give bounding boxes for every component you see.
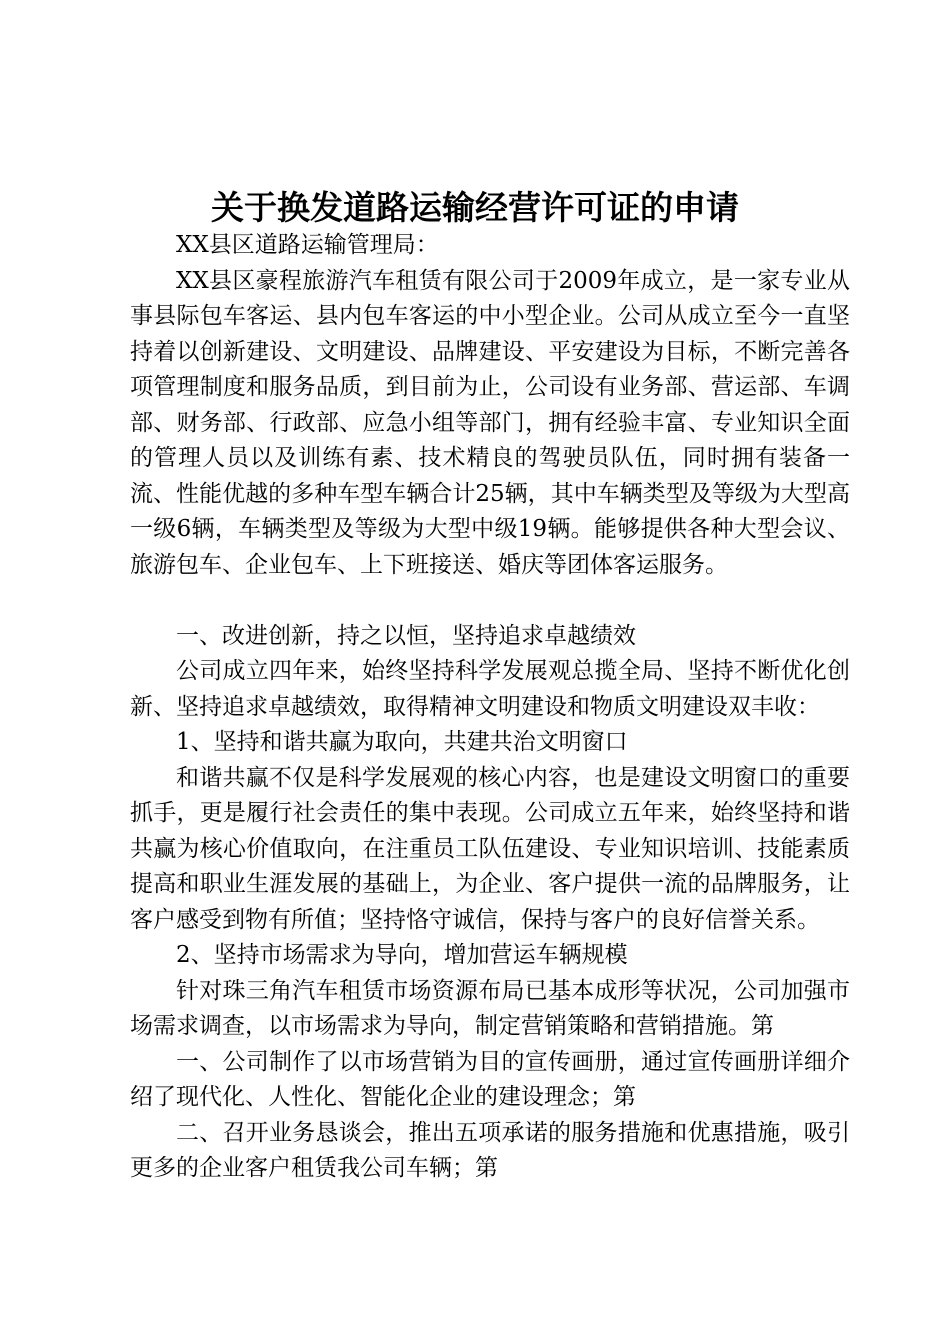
- item-paragraph-2: 针对珠三角汽车租赁市场资源布局已基本成形等状况，公司加强市场需求调查，以市场需求为导向，制定营销策略和营销措施。第: [130, 977, 850, 1039]
- salutation: XX县区道路运输管理局：: [176, 232, 439, 258]
- section-paragraph-1: 公司成立四年来，始终坚持科学发展观总揽全局、坚持不断优化创新、坚持追求卓越绩效，取得精神文明建设和物质文明建设双丰收：: [130, 658, 850, 720]
- section-heading-1: 一、改进创新，持之以恒，坚持追求卓越绩效: [176, 622, 636, 649]
- document-title: 关于换发道路运输经营许可证的申请: [211, 188, 739, 227]
- item-point-2: 二、召开业务恳谈会，推出五项承诺的服务措施和优惠措施，吸引更多的企业客户租赁我公司车辆；第: [130, 1119, 850, 1181]
- intro-paragraph: XX县区豪程旅游汽车租赁有限公司于2009年成立，是一家专业从事县际包车客运、县内包车客运的中小型企业。公司从成立至今一直坚持着以创新建设、文明建设、品牌建设、平安建设为目标，不断完善各项管理制度和服务品质，到目前为止，公司设有业务部、营运部、车调部、财务部、行政部、应急小组等部门，拥有经验丰富、专业知识全面的管理人员以及训练有素、技术精良的驾驶员队伍，同时拥有装备一流、性能优越的多种车型车辆合计25辆，其中车辆类型及等级为大型高一级6辆，车辆类型及等级为大型中级19辆。能够提供各种大型会议、旅游包车、企业包车、上下班接送、婚庆等团体客运服务。: [130, 267, 850, 578]
- item-heading-2: 2、坚持市场需求为导向，增加营运车辆规模: [176, 942, 628, 968]
- blank-line: [130, 583, 850, 619]
- item-point-1: 一、公司制作了以市场营销为目的宣传画册，通过宣传画册详细介绍了现代化、人性化、智能化企业的建设理念；第: [130, 1048, 850, 1110]
- item-paragraph-1: 和谐共赢不仅是科学发展观的核心内容，也是建设文明窗口的重要抓手，更是履行社会责任的集中表现。公司成立五年来，始终坚持和谐共赢为核心价值取向，在注重员工队伍建设、专业知识培训、技能素质提高和职业生涯发展的基础上，为企业、客户提供一流的品牌服务，让客户感受到物有所值；坚持恪守诚信，保持与客户的良好信誉关系。: [130, 764, 850, 933]
- item-heading-1: 1、坚持和谐共赢为取向，共建共治文明窗口: [176, 729, 628, 755]
- document-body: [130, 228, 850, 1187]
